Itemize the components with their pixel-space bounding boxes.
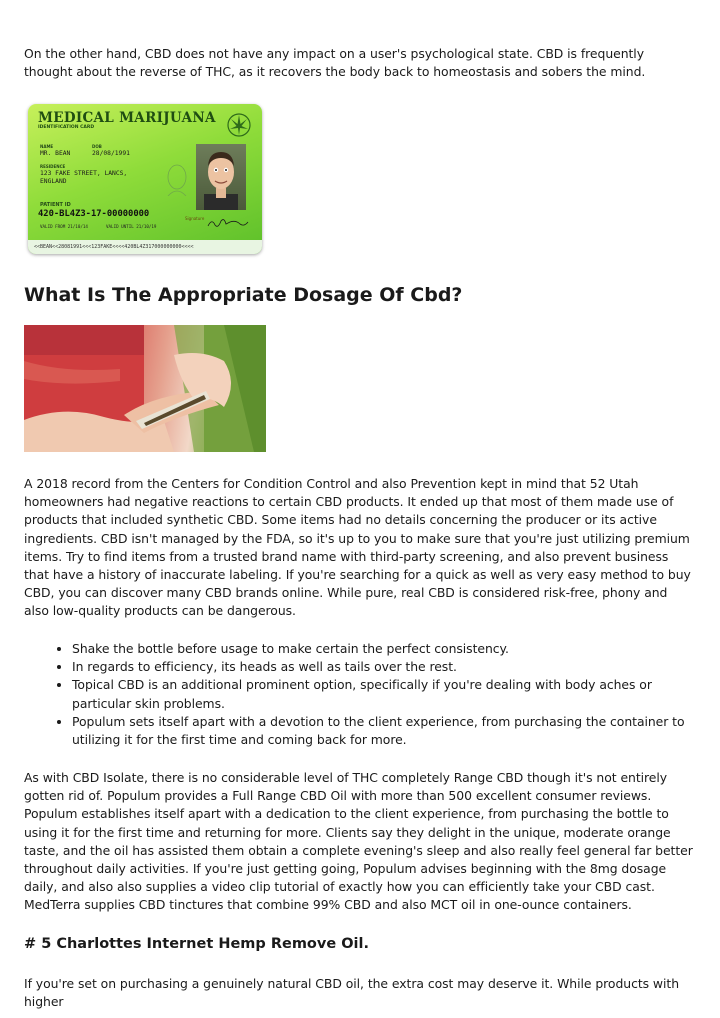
cdc-record-paragraph: A 2018 record from the Centers for Condition Control and also Prevention kept in mind that 52 Utah homeowners had negative reactions to certain CBD products. It ended up that most of them made use of products that included synthetic CBD. Some items had no details concerning the producer or its active ingredients. CBD isn't managed by the FDA, so it's up to you to make sure that you're just utilizing premium items. Try to find items from a trusted brand name with third-party screening, and also prevent business that have a history of inaccurate labeling. If you're searching for a quick as well as very easy method to buy CBD, you can discover many CBD brands online. While pure, real CBD is considered risk-free, phony and also low-quality products can be dangerous.: [24, 476, 691, 619]
dosage-heading: What Is The Appropriate Dosage Of Cbd?: [24, 284, 463, 306]
name-label: NAME: [40, 144, 54, 149]
list-item: • In regards to efficiency, its heads as well as tails over the rest.: [72, 658, 696, 676]
card-name: MR. BEAN: [40, 150, 71, 157]
card-address-line2: ENGLAND: [40, 178, 67, 185]
cannabis-leaf-icon: [226, 110, 252, 140]
dob-label: DOB: [92, 144, 102, 149]
list-item: • Populum sets itself apart with a devotion to the client experience, from purchasing the container to utilizing it for the first time and coming back for more.: [72, 713, 696, 749]
card-dob: 28/08/1991: [92, 150, 130, 157]
card-portrait-photo: [196, 144, 246, 210]
card-valid-from: VALID FROM 21/10/14: [40, 224, 88, 229]
card-title: MEDICAL MARIJUANA: [38, 110, 216, 126]
card-valid-until: VALID UNTIL 21/10/19: [106, 224, 157, 229]
card-address-line1: 123 FAKE STREET, LANCS,: [40, 170, 128, 177]
cbd-isolate-paragraph: As with CBD Isolate, there is no considerable level of THC completely Range CBD though it's not entirely gotten rid of. Populum provides a Full Range CBD Oil with more than 500 excellent consumer reviews. Populum establishes itself apart with a dedication to the client experience, from purchasing the bottle to using it for the first time and returning for more. Clients say they delight in the unique, moderate orange taste, and the oil has assisted them obtain a complete evening's sleep and also really feel general far better throughout daily activities. If you're just getting going, Populum advises beginning with the 8mg dosage daily, and also also supplies a video clip tutorial of exactly how you can efficiently take your CBD cast. MedTerra supplies CBD tinctures that combine 99% CBD and also MCT oil in one-ounce containers.: [24, 770, 693, 913]
charlottes-heading: # 5 Charlottes Internet Hemp Remove Oil.: [24, 936, 369, 952]
signature-label: Signature: [185, 216, 205, 221]
list-item: • Shake the bottle before usage to make certain the perfect consistency.: [72, 640, 696, 658]
card-subtitle: IDENTIFICATION CARD: [38, 125, 95, 130]
signature-icon: [206, 216, 250, 230]
card-machine-readable-zone: <<BEAN<<28081991<<<123FAKE<<<<420BL4Z317000000000<<<<: [28, 240, 262, 254]
ghost-portrait-icon: [164, 162, 190, 196]
list-item: • Topical CBD is an additional prominent option, specifically if you're dealing with body aches or particular skin problems.: [72, 676, 696, 712]
intro-paragraph: On the other hand, CBD does not have any impact on a user's psychological state. CBD is frequently thought about the reverse of THC, as it recovers the body back to homeostasis and sobers the mind.: [24, 46, 646, 80]
purchasing-paragraph: If you're set on purchasing a genuinely natural CBD oil, the extra cost may deserve it. While products with higher: [24, 976, 680, 1010]
rolling-hands-photo: [24, 325, 266, 452]
residence-label: RESIDENCE: [40, 164, 66, 169]
patient-id-label: PATIENT ID: [40, 202, 71, 208]
card-patient-id: 420-BL4Z3-17-00000000: [38, 209, 150, 219]
medical-marijuana-id-card-image: [28, 104, 262, 254]
bullet-list: [24, 640, 696, 749]
